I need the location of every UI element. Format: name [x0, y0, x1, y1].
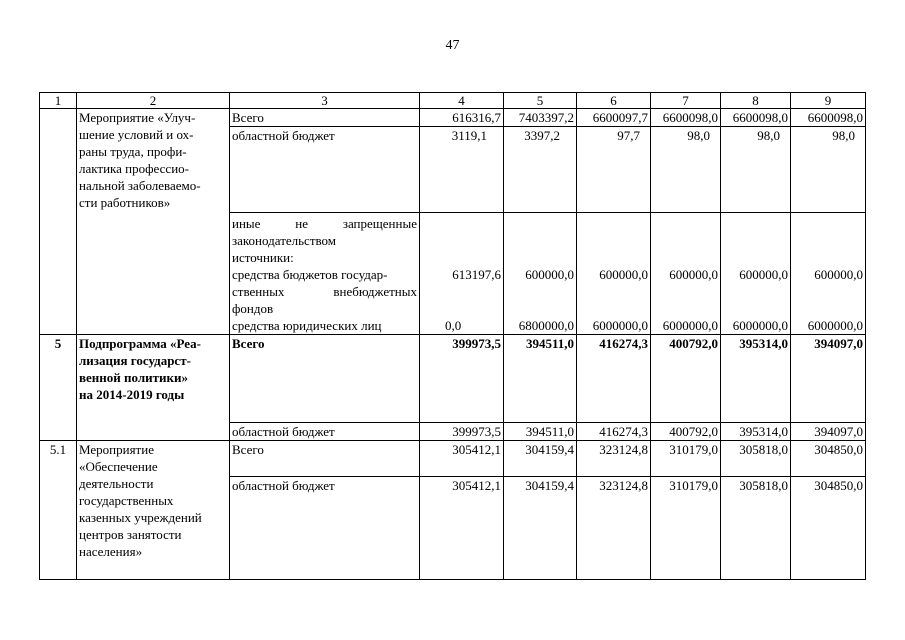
source-line: источники:: [232, 250, 294, 265]
funding-source-cell: областной бюджет: [230, 127, 420, 213]
source-line: фондов: [232, 301, 274, 316]
subprogram-name-cell: [77, 335, 230, 441]
row-number-cell: 5.1: [40, 441, 77, 580]
legal-entity-value: 6000000,0: [592, 318, 648, 333]
header-cell: 1: [40, 93, 77, 109]
source-line: законодательством: [232, 233, 337, 248]
header-row: [40, 93, 866, 109]
header-cell: 8: [721, 93, 791, 109]
activity-name-line: Мероприятие «Улуч-: [79, 110, 196, 125]
header-cell: 6: [577, 93, 651, 109]
activity-name-line: сти работников»: [79, 195, 171, 210]
value-cell: 616316,7: [420, 109, 504, 127]
value-cell: 305818,0: [721, 441, 791, 477]
source-word: ственных: [232, 284, 285, 299]
row-number-cell: 5: [40, 335, 77, 441]
value-cell: 399973,5: [420, 335, 504, 423]
value-cell: [651, 213, 721, 335]
value-cell: 395314,0: [721, 335, 791, 423]
value-cell: [577, 213, 651, 335]
funding-source-cell: Всего: [230, 335, 420, 423]
value-cell: 98,0: [721, 127, 791, 213]
funding-source-cell: областной бюджет: [230, 423, 420, 441]
activity-name-line: государственных: [79, 493, 174, 508]
offbudget-value: 600000,0: [669, 267, 718, 282]
source-word: иные: [232, 216, 261, 231]
subprogram-name-line: лизация государст-: [79, 353, 191, 368]
table-row: [40, 441, 866, 477]
offbudget-value: 600000,0: [814, 267, 863, 282]
value-cell: 3119,1: [420, 127, 504, 213]
value-cell: 399973,5: [420, 423, 504, 441]
legal-entity-value: 0,0: [445, 318, 462, 333]
value-cell: 310179,0: [651, 441, 721, 477]
header-cell: 4: [420, 93, 504, 109]
legal-entity-value: 6800000,0: [518, 318, 574, 333]
value-cell: 400792,0: [651, 423, 721, 441]
value-cell: 394097,0: [791, 335, 866, 423]
legal-entity-value: 6000000,0: [732, 318, 788, 333]
source-line: средства юридических лиц: [232, 318, 382, 333]
value-cell: 305412,1: [420, 441, 504, 477]
offbudget-value: 600000,0: [599, 267, 648, 282]
table-row: [40, 335, 866, 423]
value-cell: [791, 213, 866, 335]
value-cell: 305818,0: [721, 477, 791, 580]
value-cell: 6600098,0: [651, 109, 721, 127]
offbudget-value: 600000,0: [525, 267, 574, 282]
activity-name-cell: [77, 441, 230, 580]
value-cell: 305412,1: [420, 477, 504, 580]
value-cell: 304850,0: [791, 441, 866, 477]
value-cell: 394511,0: [504, 423, 577, 441]
value-cell: 6600098,0: [791, 109, 866, 127]
activity-name-cell: [77, 109, 230, 335]
source-word: не: [295, 216, 308, 231]
activity-name-line: Мероприятие: [79, 442, 154, 457]
value-cell: 310179,0: [651, 477, 721, 580]
row-number-cell: [40, 109, 77, 335]
funding-source-cell: областной бюджет: [230, 477, 420, 580]
value-cell: [420, 213, 504, 335]
header-cell: 7: [651, 93, 721, 109]
value-cell: 323124,8: [577, 477, 651, 580]
source-line: [232, 215, 417, 232]
budget-table: [39, 92, 866, 580]
value-cell: 394511,0: [504, 335, 577, 423]
value-cell: 304159,4: [504, 477, 577, 580]
legal-entity-value: 6000000,0: [807, 318, 863, 333]
source-line: [232, 283, 417, 300]
value-cell: 323124,8: [577, 441, 651, 477]
value-cell: [504, 213, 577, 335]
value-cell: 97,7: [577, 127, 651, 213]
legal-entity-value: 6000000,0: [662, 318, 718, 333]
header-cell: 2: [77, 93, 230, 109]
activity-name-line: шение условий и ох-: [79, 127, 194, 142]
value-cell: 395314,0: [721, 423, 791, 441]
value-cell: 6600098,0: [721, 109, 791, 127]
value-cell: 304159,4: [504, 441, 577, 477]
activity-name-line: казенных учреждений: [79, 510, 202, 525]
value-cell: 394097,0: [791, 423, 866, 441]
source-word: запрещенные: [342, 216, 417, 231]
offbudget-value: 600000,0: [739, 267, 788, 282]
funding-source-cell: Всего: [230, 109, 420, 127]
table-row: [40, 109, 866, 127]
subprogram-name-line: Подпрограмма «Реа-: [79, 336, 201, 351]
funding-source-cell: Всего: [230, 441, 420, 477]
funding-source-cell: [230, 213, 420, 335]
value-cell: 98,0: [791, 127, 866, 213]
source-word: внебюджетных: [333, 284, 417, 299]
activity-name-line: деятельности: [79, 476, 154, 491]
offbudget-value: 613197,6: [452, 267, 501, 282]
value-cell: [721, 213, 791, 335]
value-cell: 416274,3: [577, 335, 651, 423]
activity-name-line: раны труда, профи-: [79, 144, 187, 159]
header-cell: 9: [791, 93, 866, 109]
subprogram-name-line: на 2014-2019 годы: [79, 387, 185, 402]
header-cell: 5: [504, 93, 577, 109]
source-line: средства бюджетов государ-: [232, 267, 388, 282]
value-cell: 304850,0: [791, 477, 866, 580]
subprogram-name-line: венной политики»: [79, 370, 188, 385]
activity-name-line: «Обеспечение: [79, 459, 158, 474]
value-cell: 7403397,2: [504, 109, 577, 127]
activity-name-line: населения»: [79, 544, 143, 559]
value-cell: 416274,3: [577, 423, 651, 441]
value-cell: 98,0: [651, 127, 721, 213]
activity-name-line: нальной заболеваемо-: [79, 178, 201, 193]
page-number: 47: [445, 38, 460, 53]
activity-name-line: центров занятости: [79, 527, 182, 542]
activity-name-line: лактика профессио-: [79, 161, 189, 176]
value-cell: 400792,0: [651, 335, 721, 423]
value-cell: 6600097,7: [577, 109, 651, 127]
header-cell: 3: [230, 93, 420, 109]
value-cell: 3397,2: [504, 127, 577, 213]
